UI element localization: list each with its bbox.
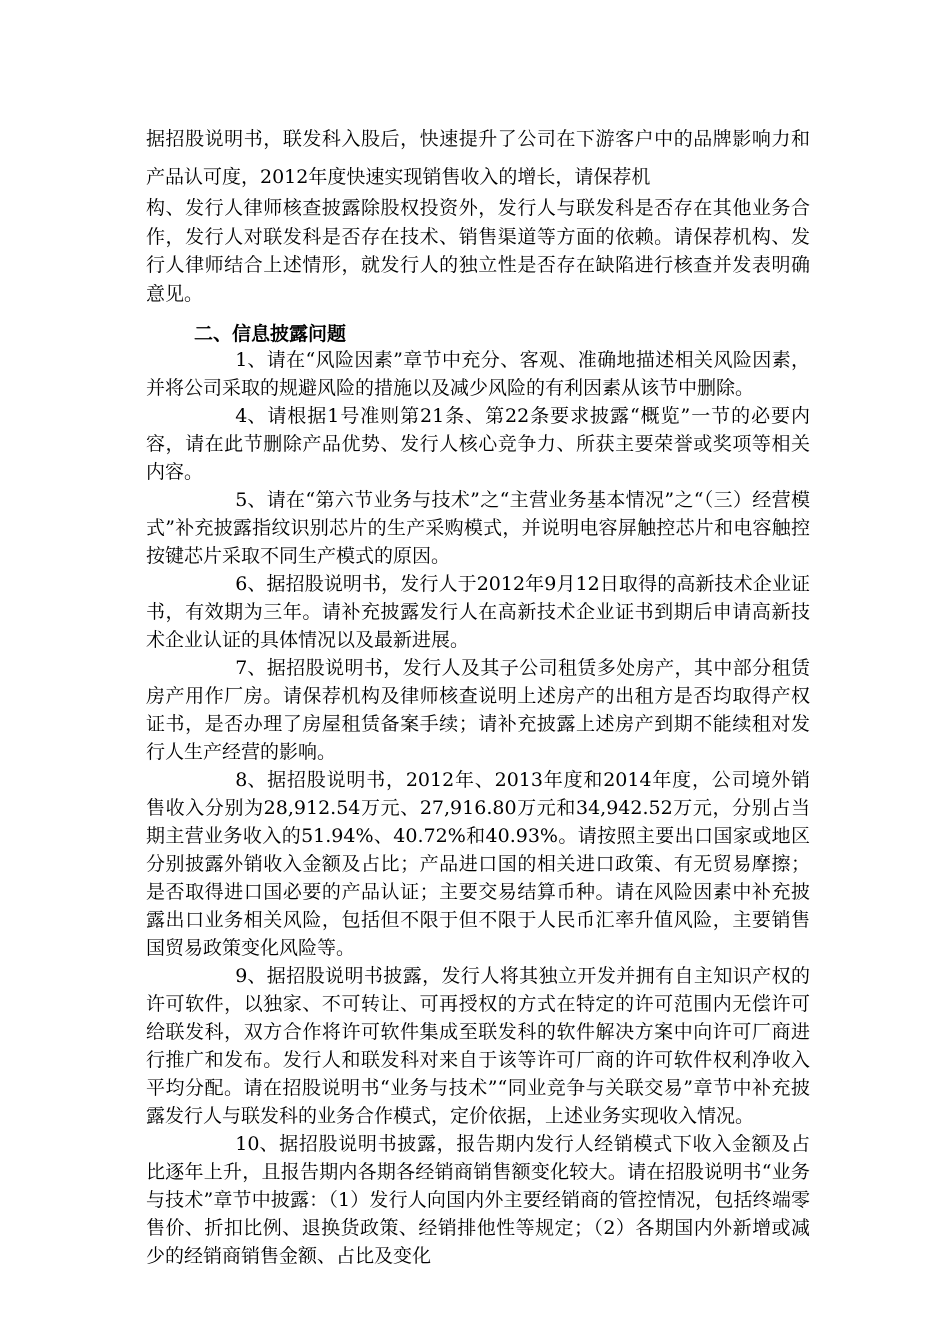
disclosure-item — [146, 402, 810, 486]
item-number: 8、 — [235, 769, 267, 791]
disclosure-item-list — [146, 346, 810, 1270]
disclosure-item — [146, 570, 810, 654]
item-text: 请在“风险因素”章节中充分、客观、准确地描述相关风险因素，并将公司采取的规避风险的措施以及减少风险的有利因素从该节中删除。 — [146, 349, 810, 399]
item-text: 据招股说明书披露，发行人将其独立开发并拥有自主知识产权的许可软件，以独家、不可转让、可再授权的方式在特定的许可范围内无偿许可给联发科，双方合作将许可软件集成至联发科的软件解决方案中向许可厂商进行推广和发布。发行人和联发科对来自于该等许可厂商的许可软件权利净收入平均分配。请在招股说明书“业务与技术”“同业竞争与关联交易”章节中补充披露发行人与联发科的业务合作模式，定价依据，上述业务实现收入情况。 — [146, 965, 810, 1127]
section-heading: 二、信息披露问题 — [194, 323, 347, 345]
disclosure-item — [146, 486, 810, 570]
item-text: 据招股说明书，发行人于2012年9月12日取得的高新技术企业证书，有效期为三年。请补充披露发行人在高新技术企业证书到期后申请高新技术企业认证的具体情况以及最新进展。 — [146, 573, 810, 651]
item-number: 10、 — [235, 1133, 279, 1155]
item-number: 7、 — [235, 657, 267, 679]
disclosure-item — [146, 1130, 810, 1270]
intro-paragraph-part2: 构、发行人律师核查披露除股权投资外，发行人与联发科是否存在其他业务合作，发行人对联发科是否存在技术、销售渠道等方面的依赖。请保荐机构、发行人律师结合上述情形，就发行人的独立性是否存在缺陷进行核查并发表明确意见。 — [146, 197, 810, 305]
item-text: 请根据1号准则第21条、第22条要求披露“概览”一节的必要内容，请在此节删除产品优势、发行人核心竞争力、所获主要荣誉或奖项等相关内容。 — [146, 405, 810, 483]
disclosure-item — [146, 654, 810, 766]
disclosure-item — [146, 962, 810, 1130]
item-text: 据招股说明书披露，报告期内发行人经销模式下收入金额及占比逐年上升，且报告期内各期各经销商销售额变化较大。请在招股说明书“业务与技术”章节中披露：（1）发行人向国内外主要经销商的管控情况，包括终端零售价、折扣比例、退换货政策、经销排他性等规定；（2）各期国内外新增或减少的经销商销售金额、占比及变化 — [146, 1133, 810, 1267]
item-number: 4、 — [235, 405, 267, 427]
item-text: 据招股说明书，2012年、2013年度和2014年度，公司境外销售收入分别为28,912.54万元、27,916.80万元和34,942.52万元，分别占当期主营业务收入的51.94%、40.72%和40.93%。请按照主要出口国家或地区分别披露外销收入金额及占比；产品进口国的相关进口政策、有无贸易摩擦；是否取得进口国必要的产品认证；主要交易结算币种。请在风险因素中补充披露出口业务相关风险，包括但不限于但不限于人民币汇率升值风险，主要销售国贸易政策变化风险等。 — [146, 769, 810, 959]
item-number: 9、 — [235, 965, 267, 987]
disclosure-item — [146, 766, 810, 962]
item-number: 6、 — [235, 573, 267, 595]
disclosure-item — [146, 346, 810, 402]
intro-paragraph-part1: 据招股说明书，联发科入股后，快速提升了公司在下游客户中的品牌影响力和产品认可度，2012年度快速实现销售收入的增长，请保荐机 — [146, 128, 810, 188]
item-text: 请在“第六节业务与技术”之“主营业务基本情况”之“（三）经营模式”补充披露指纹识别芯片的生产采购模式，并说明电容屏触控芯片和电容触控按键芯片采取不同生产模式的原因。 — [146, 489, 810, 567]
item-number: 5、 — [235, 489, 267, 511]
item-text: 据招股说明书，发行人及其子公司租赁多处房产，其中部分租赁房产用作厂房。请保荐机构及律师核查说明上述房产的出租方是否均取得产权证书，是否办理了房屋租赁备案手续；请补充披露上述房产到期不能续租对发行人生产经营的影响。 — [146, 657, 810, 763]
item-number: 1、 — [235, 349, 267, 371]
